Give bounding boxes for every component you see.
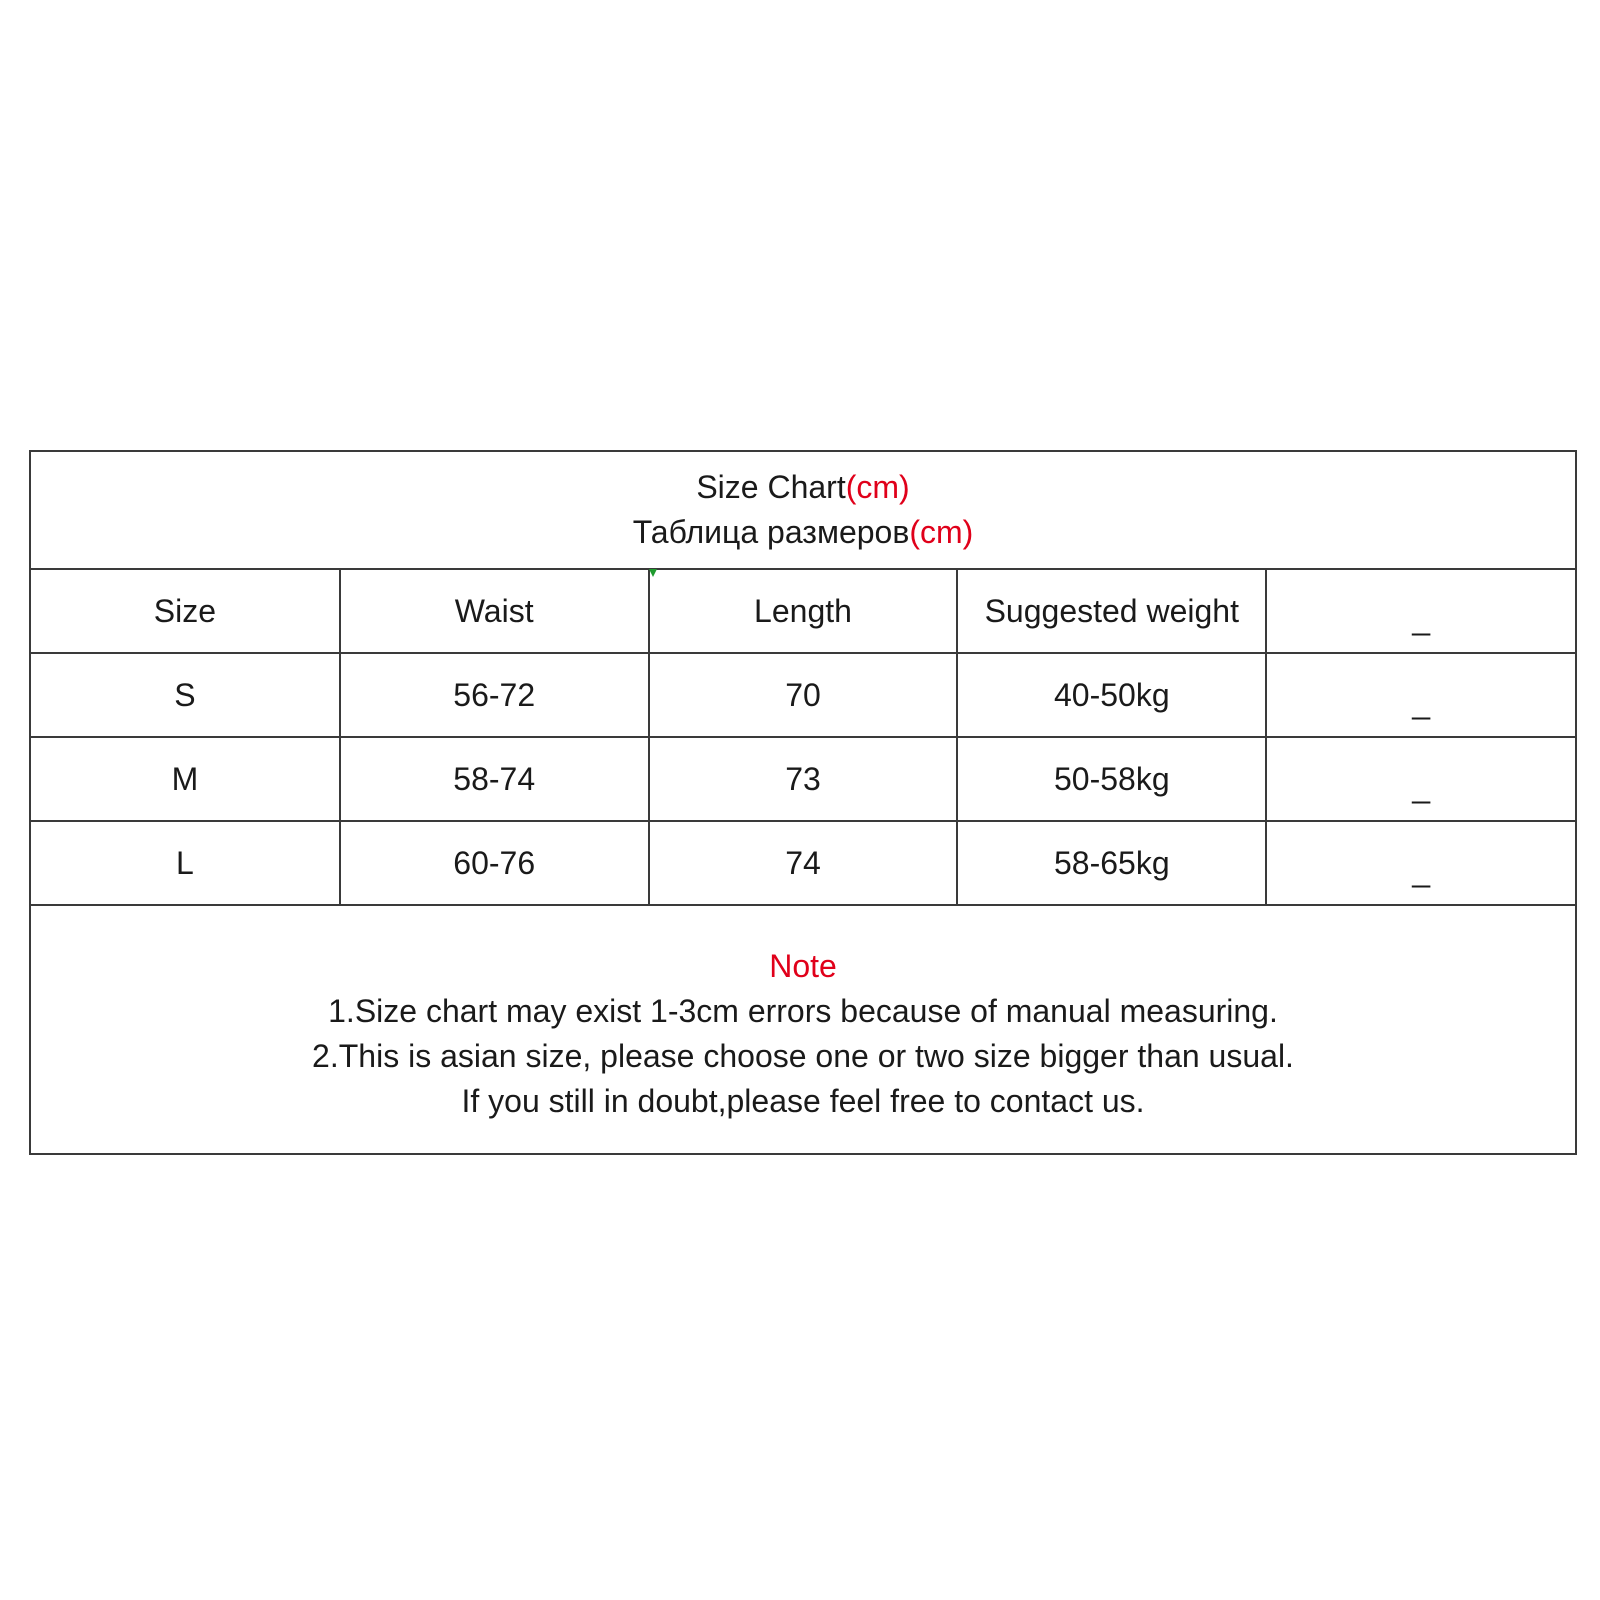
size-chart-sheet bbox=[29, 450, 1577, 1155]
header-blank bbox=[1266, 570, 1575, 653]
title-english: Size Chart bbox=[696, 469, 846, 505]
table-header-row bbox=[31, 570, 1575, 653]
header-blank-dash: _ bbox=[1412, 599, 1430, 636]
table-row bbox=[31, 653, 1575, 737]
table-row bbox=[31, 737, 1575, 821]
title-line-english bbox=[696, 465, 909, 510]
note-heading: Note bbox=[769, 948, 837, 984]
cell-blank-dash: _ bbox=[1412, 851, 1430, 888]
table-row bbox=[31, 821, 1575, 905]
cell-weight: 58-65kg bbox=[957, 821, 1266, 905]
title-line-russian bbox=[633, 510, 974, 555]
cell-blank bbox=[1266, 737, 1575, 821]
title-english-unit: (cm) bbox=[845, 469, 910, 505]
header-length bbox=[649, 570, 958, 653]
cell-length: 70 bbox=[649, 653, 958, 737]
note-block bbox=[31, 906, 1575, 1153]
size-chart-title-block bbox=[31, 452, 1575, 570]
cell-blank bbox=[1266, 653, 1575, 737]
header-length-label: Length bbox=[754, 592, 852, 629]
cell-waist: 60-76 bbox=[340, 821, 649, 905]
header-suggested-weight: Suggested weight bbox=[957, 570, 1266, 653]
green-corner-mark bbox=[649, 569, 657, 577]
cell-blank-dash: _ bbox=[1412, 767, 1430, 804]
cell-size: M bbox=[31, 737, 340, 821]
cell-size: S bbox=[31, 653, 340, 737]
note-line-1: 1.Size chart may exist 1-3cm errors because of manual measuring. bbox=[328, 993, 1278, 1029]
size-table bbox=[31, 570, 1575, 906]
cell-length: 73 bbox=[649, 737, 958, 821]
cell-blank bbox=[1266, 821, 1575, 905]
cell-blank-dash: _ bbox=[1412, 683, 1430, 720]
note-line-2: 2.This is asian size, please choose one or two size bigger than usual. bbox=[312, 1038, 1294, 1074]
cell-waist: 58-74 bbox=[340, 737, 649, 821]
header-waist: Waist bbox=[340, 570, 649, 653]
header-size: Size bbox=[31, 570, 340, 653]
cell-weight: 50-58kg bbox=[957, 737, 1266, 821]
cell-waist: 56-72 bbox=[340, 653, 649, 737]
cell-length: 74 bbox=[649, 821, 958, 905]
title-russian-unit: (cm) bbox=[909, 514, 974, 550]
cell-size: L bbox=[31, 821, 340, 905]
cell-weight: 40-50kg bbox=[957, 653, 1266, 737]
note-line-3: If you still in doubt,please feel free to contact us. bbox=[461, 1083, 1145, 1119]
title-russian: Таблица размеров bbox=[632, 514, 910, 550]
